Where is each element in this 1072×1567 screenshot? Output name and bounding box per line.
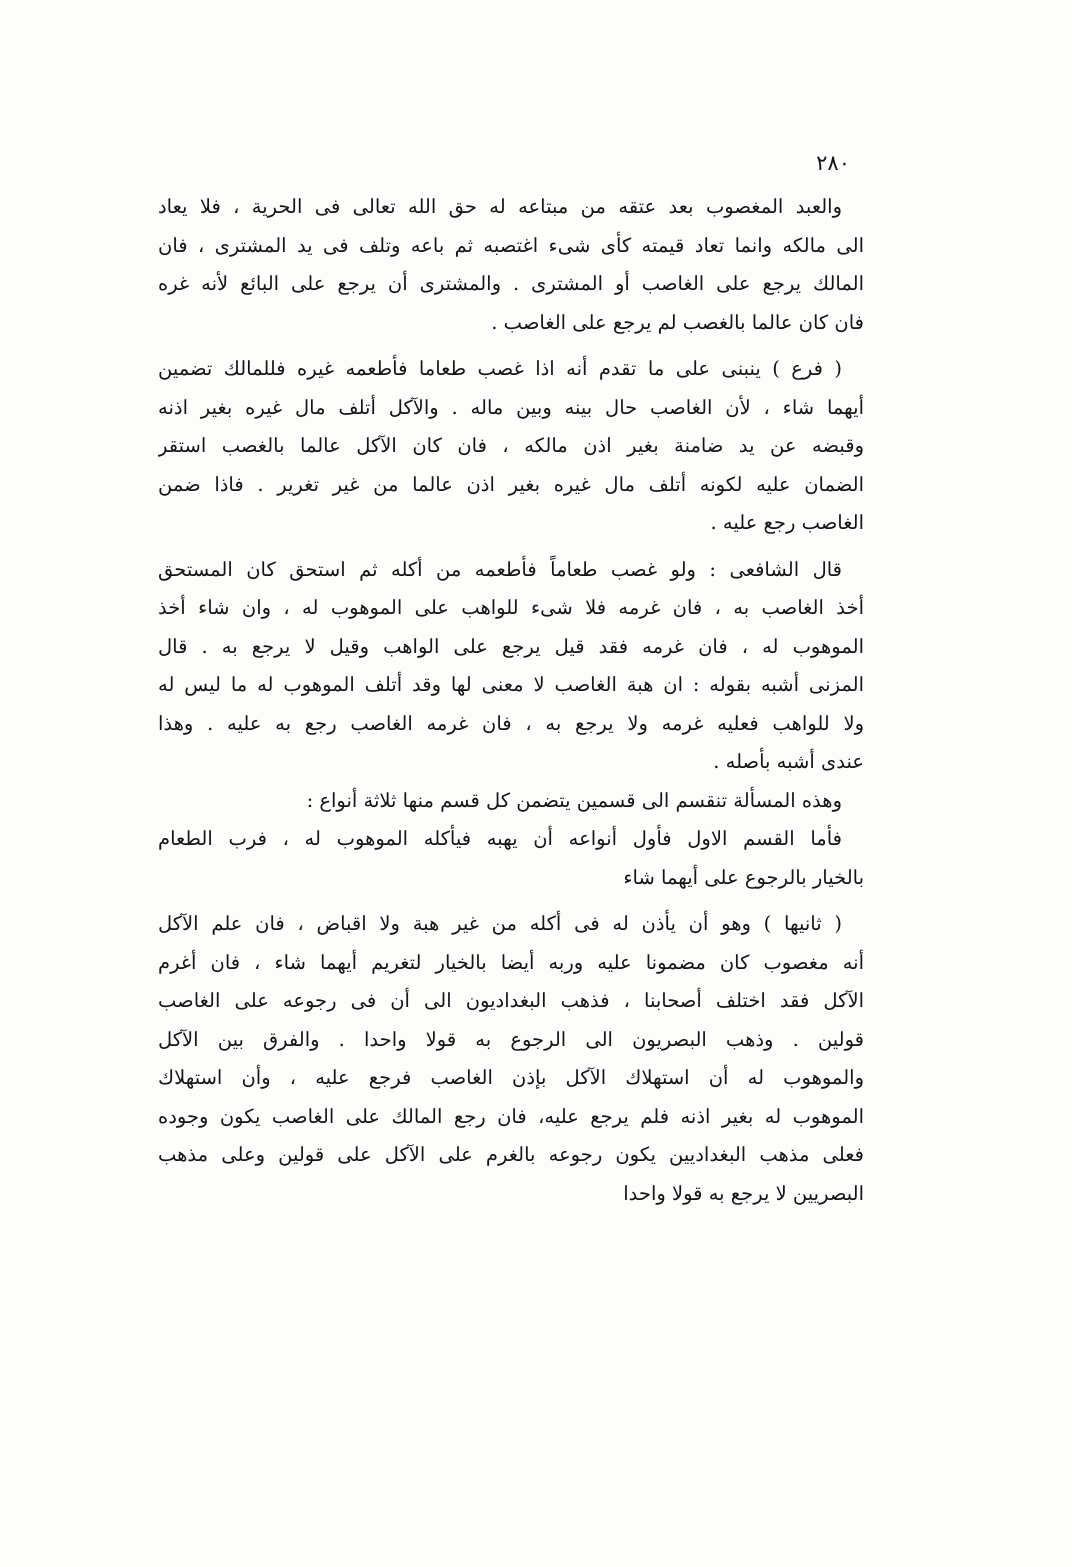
text-line: الغاصب رجع عليه . bbox=[710, 511, 864, 534]
text-line: البصريين لا يرجع به قولا واحدا bbox=[623, 1181, 864, 1205]
paragraph-1 bbox=[158, 188, 864, 342]
text-line: المزنى أشبه بقوله : ان هبة الغاصب لا معنى لها وقد أتلف الموهوب له ما ليس له bbox=[158, 673, 864, 696]
text-line: الموهوب له ، فان غرمه فقد قيل يرجع على الواهب وقيل لا يرجع به . قال bbox=[158, 634, 864, 658]
text-line: ( فرع ) ينبنى على ما تقدم أنه اذا غصب طعاما فأطعمه غيره فللمالك تضمين bbox=[158, 357, 842, 380]
text-line: أيهما شاء ، لأن الغاصب حال بينه وبين ماله . والآكل أتلف مال غيره بغير اذنه bbox=[158, 395, 864, 419]
text-line: الى مالكه وانما تعاد قيمته كأى شىء اغتصبه ثم باعه وتلف فى يد المشترى ، فان bbox=[158, 233, 864, 257]
text-line: أنه مغصوب كان مضمونا عليه وربه أيضا بالخيار لتغريم أيهما شاء ، فان أغرم bbox=[158, 950, 864, 974]
paragraph-6 bbox=[158, 905, 864, 1213]
text-line: فعلى مذهب البغداديين يكون رجوعه بالغرم على الآكل على قولين وعلى مذهب bbox=[158, 1143, 864, 1166]
paragraph-2 bbox=[158, 350, 864, 543]
page-number: ٢٨٠ bbox=[816, 151, 850, 175]
text-line: ( ثانيها ) وهو أن يأذن له فى أكله من غير هبة ولا اقباض ، فان علم الآكل bbox=[158, 912, 842, 935]
text-line: قولين . وذهب البصريون الى الرجوع به قولا واحدا . والفرق بين الآكل bbox=[158, 1027, 864, 1051]
text-line: ولا للواهب فعليه غرمه ولا يرجع به ، فان غرمه الغاصب رجع به عليه . وهذا bbox=[158, 711, 864, 735]
paragraph-5 bbox=[158, 820, 864, 897]
text-line: الضمان عليه لكونه أتلف مال غيره بغير اذن عالما من غير تغرير . فاذا ضمن bbox=[158, 472, 864, 496]
text-line: قال الشافعى : ولو غصب طعاماً فأطعمه من أكله ثم استحق كان المستحق bbox=[158, 557, 842, 581]
text-line: أخذ الغاصب به ، فان غرمه فلا شىء للواهب على الموهوب له ، وان شاء أخذ bbox=[158, 596, 864, 619]
text-line: عندى أشبه بأصله . bbox=[713, 750, 864, 773]
text-line: فان كان عالما بالغصب لم يرجع على الغاصب . bbox=[491, 310, 864, 334]
text-line: الآكل فقد اختلف أصحابنا ، فذهب البغداديون الى أن فى رجوعه على الغاصب bbox=[158, 989, 864, 1012]
body-text bbox=[158, 188, 864, 1213]
text-line: وهذه المسألة تنقسم الى قسمين يتضمن كل قسم منها ثلاثة أنواع : bbox=[306, 788, 842, 812]
text-line: والموهوب له أن استهلاك الآكل بإذن الغاصب فرجع عليه ، وأن استهلاك bbox=[158, 1066, 864, 1089]
paragraph-4 bbox=[158, 782, 864, 821]
text-line: بالخيار بالرجوع على أيهما شاء bbox=[623, 865, 864, 889]
text-line: الموهوب له بغير اذنه فلم يرجع عليه، فان رجع المالك على الغاصب يكون وجوده bbox=[158, 1104, 864, 1128]
text-line: المالك يرجع على الغاصب أو المشترى . والمشترى أن يرجع على البائع لأنه غره bbox=[158, 272, 864, 295]
paragraph-3 bbox=[158, 551, 864, 782]
text-line: فأما القسم الاول فأول أنواعه أن يهبه فيأكله الموهوب له ، فرب الطعام bbox=[158, 827, 842, 850]
text-line: وقبضه عن يد ضامنة بغير اذن مالكه ، فان كان الآكل عالما بالغصب استقر bbox=[158, 434, 864, 457]
text-line: والعبد المغصوب بعد عتقه من مبتاعه له حق الله تعالى فى الحرية ، فلا يعاد bbox=[158, 195, 842, 218]
